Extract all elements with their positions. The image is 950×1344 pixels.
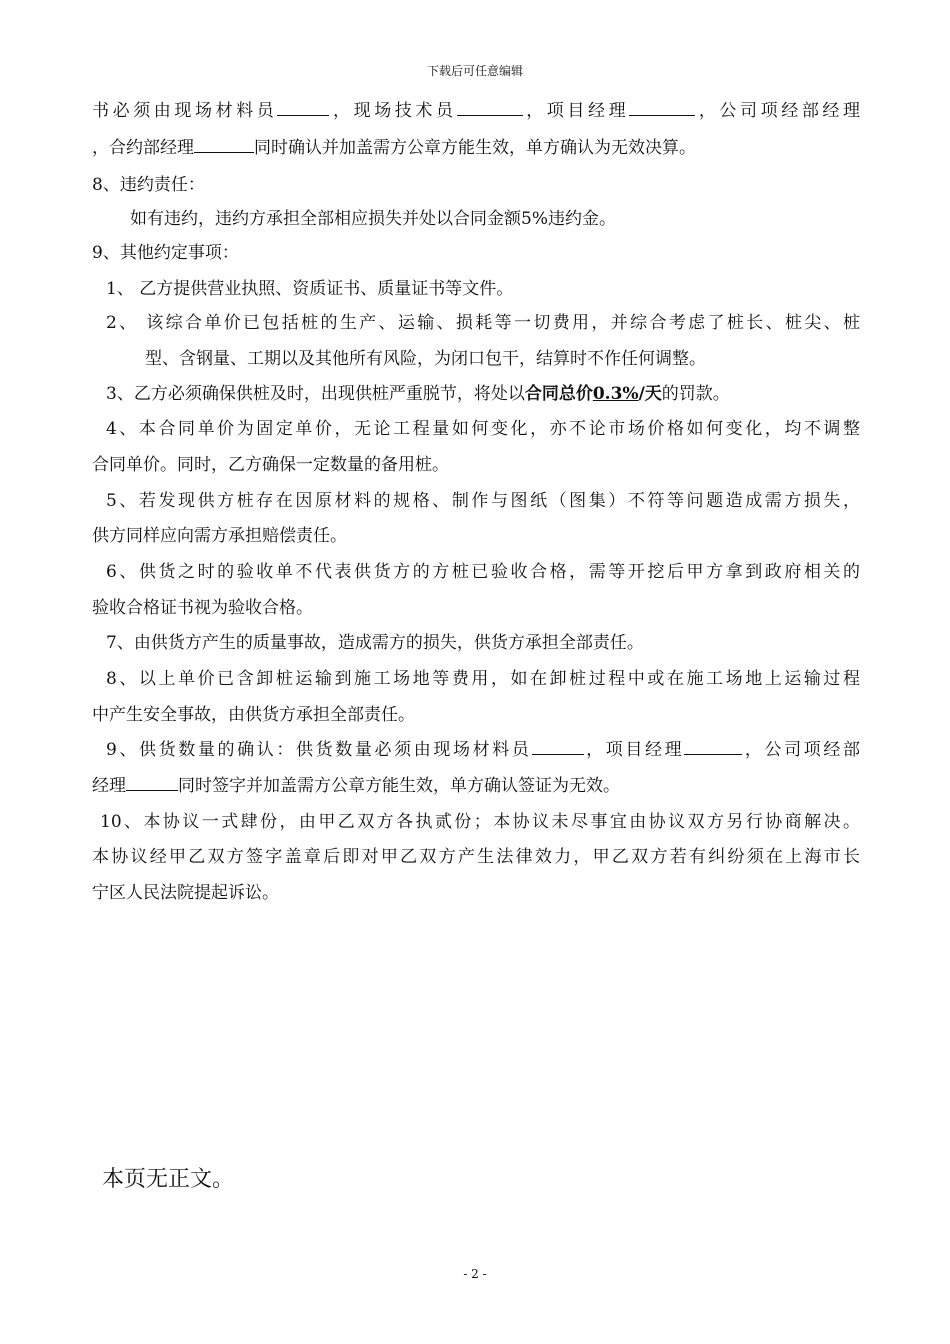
line-confirmation: 书必须由现场材料员 ，现场技术员 ，项目经理 ，公司项经部经理 xyxy=(92,101,861,121)
blank-contract-manager xyxy=(194,137,254,153)
no-body-note: 本页无正文。 xyxy=(102,1167,235,1192)
blank-material-clerk-2 xyxy=(532,739,584,755)
blank-technician xyxy=(457,100,523,116)
item-4: 4、本合同单价为固定单价，无论工程量如何变化，亦不论市场价格如何变化，均不调整 xyxy=(106,419,860,439)
item-5-cont: 供方同样应向需方承担赔偿责任。 xyxy=(92,526,347,546)
item-10: 10、本协议一式肆份，由甲乙双方各执贰份；本协议未尽事宜由协议双方另行协商解决。 xyxy=(100,812,860,832)
item-6-cont: 验收合格证书视为验收合格。 xyxy=(92,598,313,618)
item-9-cont: 经理 同时签字并加盖需方公章方能生效，单方确认签证为无效。 xyxy=(92,776,620,796)
item-2: 2、 该综合单价已包括桩的生产、运输、损耗等一切费用，并综合考虑了桩长、桩尖、桩 xyxy=(106,313,860,333)
item-1: 1、 乙方提供营业执照、资质证书、质量证书等文件。 xyxy=(106,279,514,299)
blank-project-manager-2 xyxy=(684,739,742,755)
section-8-title: 8、违约责任： xyxy=(92,175,205,195)
item-8-cont: 中产生安全事故，由供货方承担全部责任。 xyxy=(92,705,415,725)
blank-dept-manager xyxy=(126,775,178,791)
item-3: 3、乙方必须确保供桩及时，出现供桩严重脱节，将处以合同总价0.3%/天的罚款。 xyxy=(106,384,730,404)
closing-paragraph-cont: 宁区人民法院提起诉讼。 xyxy=(92,883,279,903)
page-header: 下载后可任意编辑 xyxy=(426,64,523,78)
page-number: - 2 - xyxy=(463,1267,487,1281)
item-5: 5、若发现供方桩存在因原材料的规格、制作与图纸（图集）不符等问题造成需方损失， xyxy=(106,491,860,511)
closing-paragraph: 本协议经甲乙双方签字盖章后即对甲乙双方产生法律效力，甲乙双方若有纠纷须在上海市长 xyxy=(92,847,860,867)
section-8-body: 如有违约，违约方承担全部相应损失并处以合同金额5%违约金。 xyxy=(130,209,616,229)
blank-project-manager xyxy=(629,100,695,116)
item-4-cont: 合同单价。同时，乙方确保一定数量的备用桩。 xyxy=(92,455,449,475)
section-9-title: 9、其他约定事项： xyxy=(92,243,239,263)
item-6: 6、供货之时的验收单不代表供货方的方桩已验收合格，需等开挖后甲方拿到政府相关的 xyxy=(106,562,860,582)
item-2-cont: 型、含钢量、工期以及其他所有风险，为闭口包干，结算时不作任何调整。 xyxy=(145,349,706,369)
item-9: 9、供货数量的确认：供货数量必须由现场材料员 ，项目经理 ，公司项经部 xyxy=(106,740,861,760)
line-confirmation-cont: ，合约部经理 同时确认并加盖需方公章方能生效，单方确认为无效决算。 xyxy=(92,138,696,158)
blank-material-clerk xyxy=(277,100,329,116)
item-8: 8、以上单价已含卸桩运输到施工场地等费用，如在卸桩过程中或在施工场地上运输过程 xyxy=(106,669,860,689)
item-7: 7、由供货方产生的质量事故，造成需方的损失，供货方承担全部责任。 xyxy=(106,633,644,653)
